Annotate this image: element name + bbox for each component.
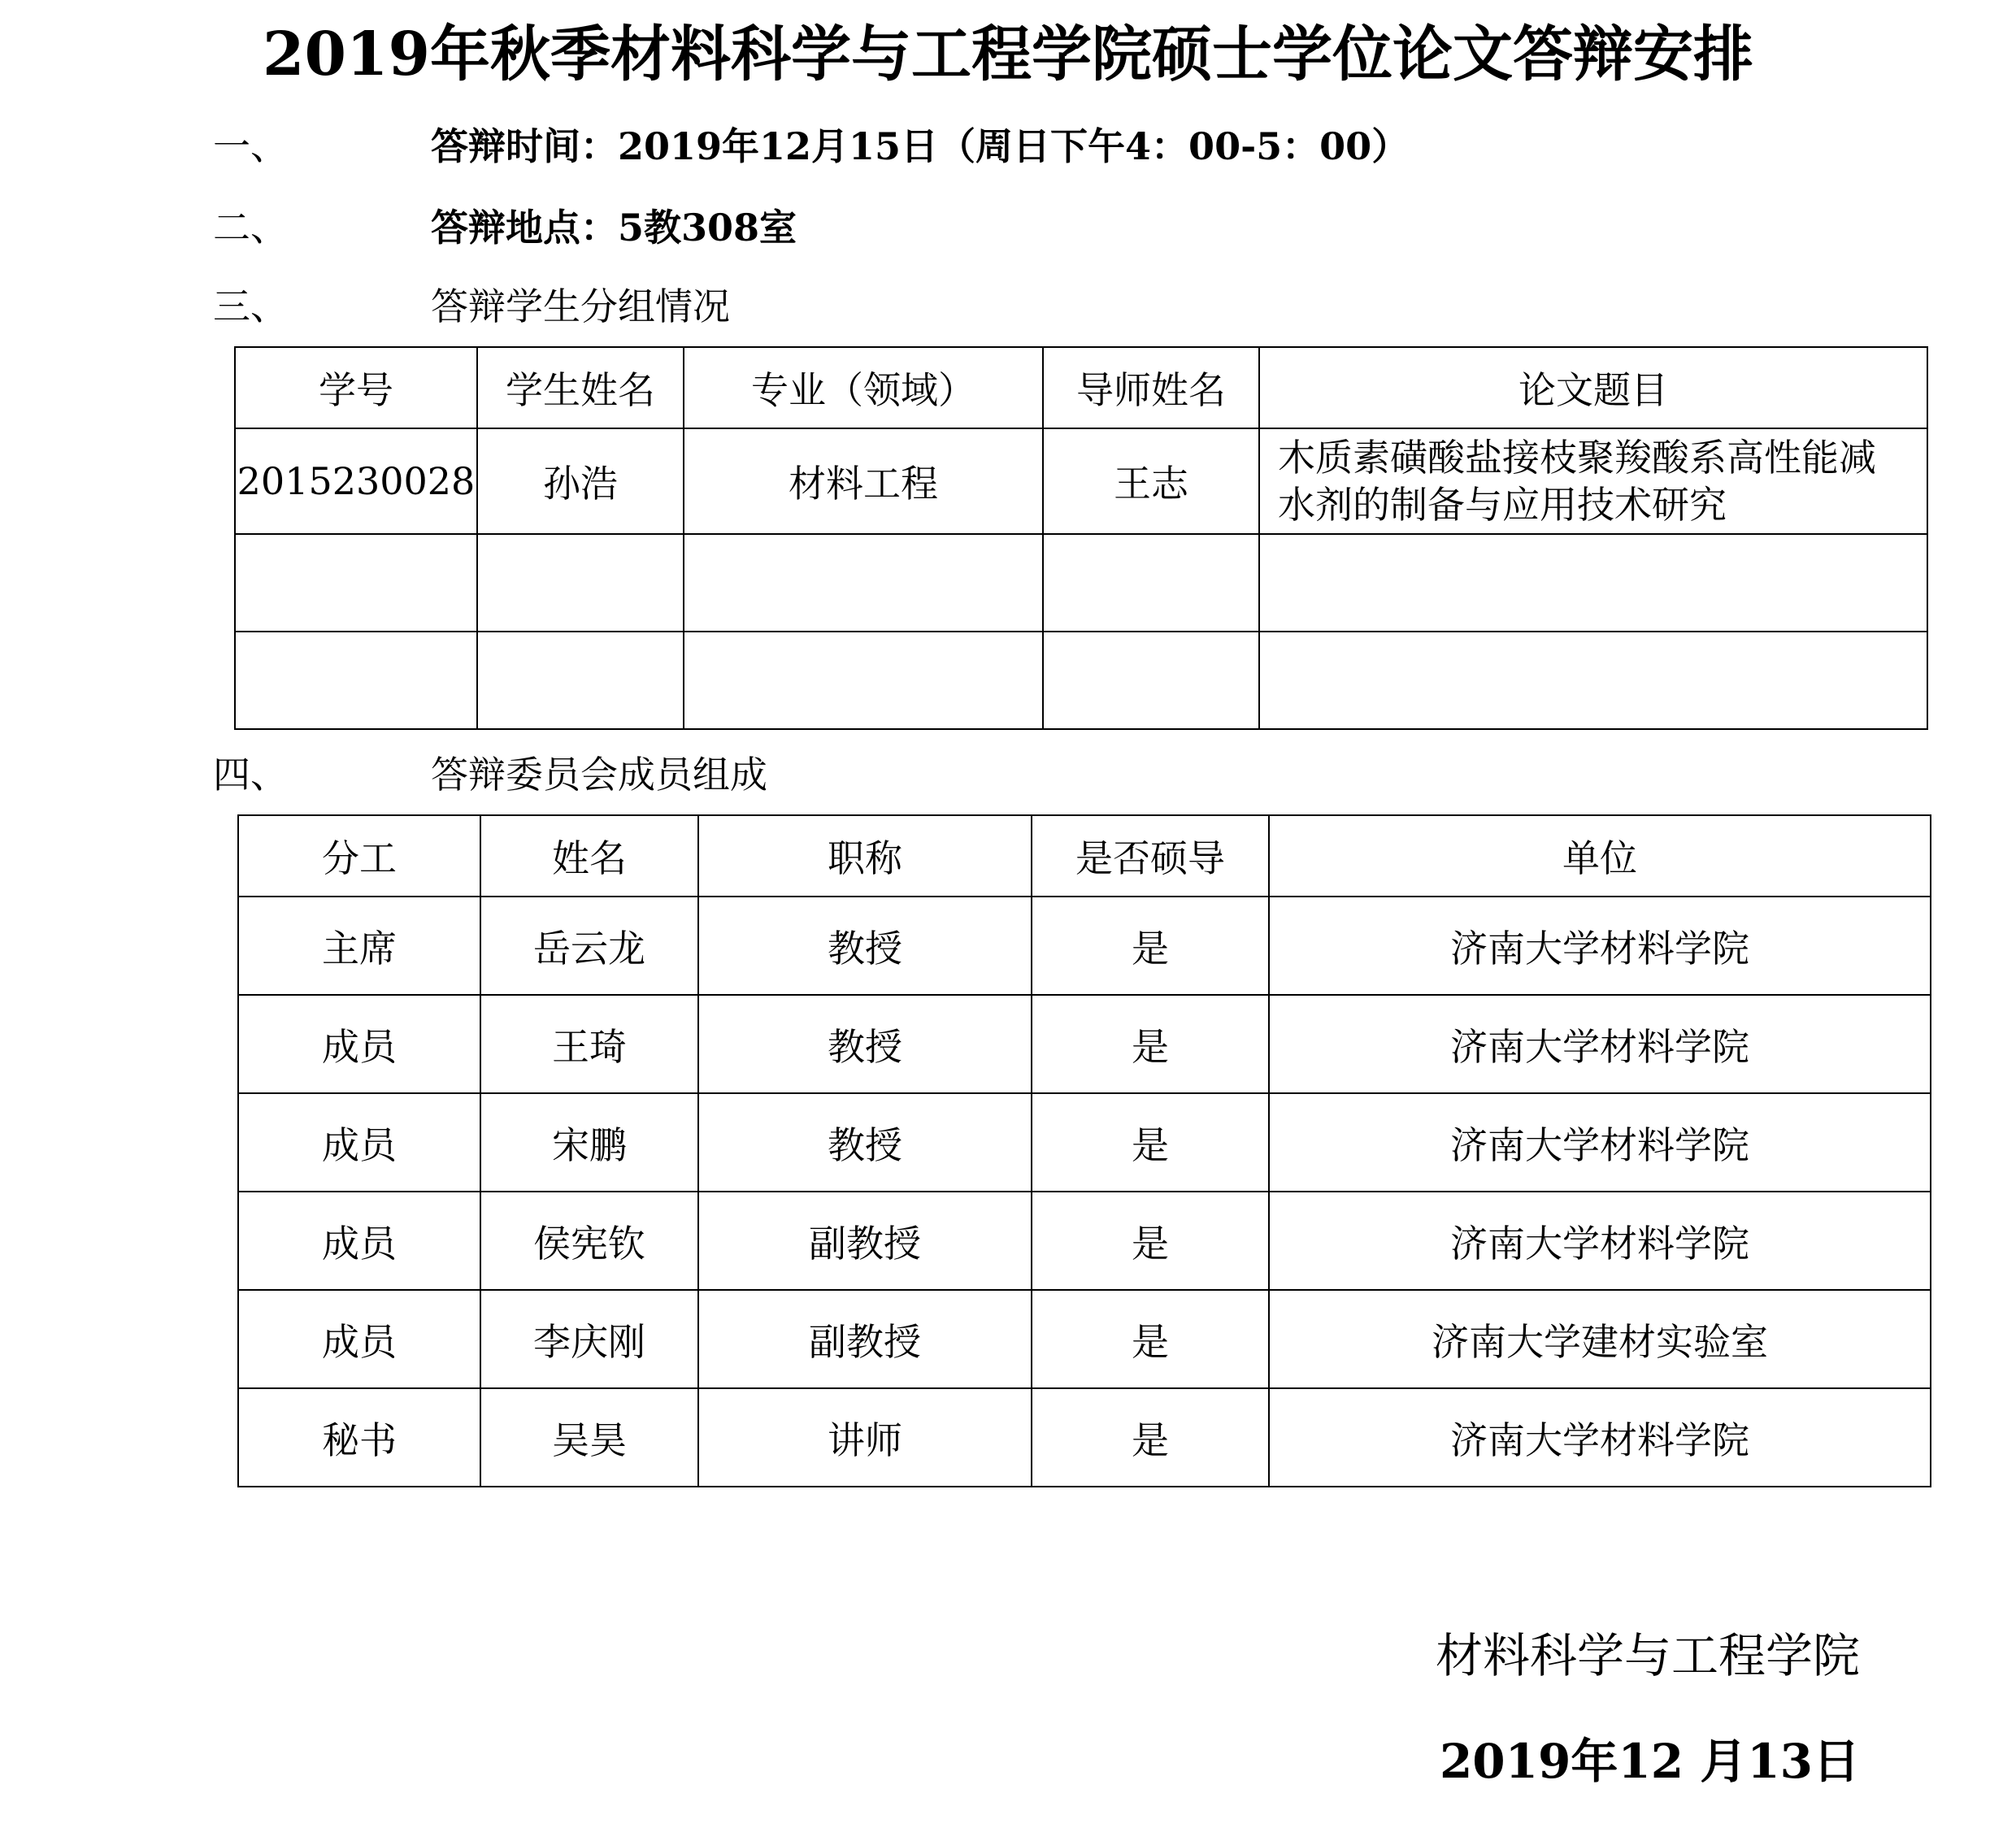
table-row: [235, 534, 1927, 632]
cell-title: 讲师: [698, 1388, 1032, 1487]
cell-name: 侯宪钦: [480, 1192, 698, 1290]
cell-name: 宋鹏: [480, 1093, 698, 1192]
cell-student-id: 2015230028: [235, 428, 477, 534]
section-number: 二、: [213, 206, 288, 250]
cell-role: 秘书: [238, 1388, 480, 1487]
cell-name: 李庆刚: [480, 1290, 698, 1388]
header-title: 职称: [698, 815, 1032, 897]
cell-thesis-title: [1259, 632, 1927, 729]
section-defense-time: [213, 122, 1409, 171]
cell-is-supervisor: 是: [1032, 1093, 1269, 1192]
cell-advisor: [1043, 632, 1259, 729]
cell-major: 材料工程: [684, 428, 1043, 534]
cell-title: 教授: [698, 995, 1032, 1093]
cell-advisor: 王志: [1043, 428, 1259, 534]
cell-major: [684, 632, 1043, 729]
cell-title: 教授: [698, 897, 1032, 995]
cell-role: 成员: [238, 1093, 480, 1192]
table-row: [235, 632, 1927, 729]
table-row: [235, 428, 1927, 534]
table-row: [238, 897, 1931, 995]
cell-thesis-title: 木质素磺酸盐接枝聚羧酸系高性能减水剂的制备与应用技术研究: [1259, 428, 1927, 534]
cell-name: 岳云龙: [480, 897, 698, 995]
table-row: [238, 1388, 1931, 1487]
cell-title: 副教授: [698, 1192, 1032, 1290]
section-student-groups: [213, 282, 730, 331]
header-affiliation: 单位: [1269, 815, 1931, 897]
cell-affiliation: 济南大学材料学院: [1269, 1093, 1931, 1192]
section-text: 答辩委员会成员组成: [431, 753, 767, 797]
cell-student-id: [235, 632, 477, 729]
header-name: 姓名: [480, 815, 698, 897]
table-row: [238, 1290, 1931, 1388]
footer-organization: 材料科学与工程学院: [1435, 1628, 1860, 1683]
section-defense-location: [213, 203, 797, 252]
section-number: 四、: [213, 753, 288, 797]
cell-affiliation: 济南大学材料学院: [1269, 1192, 1931, 1290]
cell-major: [684, 534, 1043, 632]
section-text: 答辩时间：2019年12月15日（周日下午4：00-5：00）: [431, 124, 1410, 168]
cell-name: 王琦: [480, 995, 698, 1093]
cell-is-supervisor: 是: [1032, 995, 1269, 1093]
cell-affiliation: 济南大学材料学院: [1269, 1388, 1931, 1487]
header-advisor: 导师姓名: [1043, 347, 1259, 428]
header-student-name: 学生姓名: [477, 347, 684, 428]
cell-student-name: 孙浩: [477, 428, 684, 534]
footer-date: 2019年12 月13日: [1439, 1734, 1860, 1789]
cell-title: 教授: [698, 1093, 1032, 1192]
table-row: [238, 995, 1931, 1093]
student-table: [234, 346, 1928, 730]
cell-student-name: [477, 534, 684, 632]
committee-table: [237, 814, 1931, 1487]
cell-thesis-title: [1259, 534, 1927, 632]
cell-is-supervisor: 是: [1032, 1290, 1269, 1388]
cell-name: 吴昊: [480, 1388, 698, 1487]
table-header-row: [238, 815, 1931, 897]
section-number: 一、: [213, 124, 288, 168]
header-role: 分工: [238, 815, 480, 897]
table-row: [238, 1192, 1931, 1290]
section-text: 答辩地点：5教308室: [431, 206, 797, 250]
section-committee: [213, 750, 767, 799]
section-text: 答辩学生分组情况: [431, 284, 730, 328]
cell-student-id: [235, 534, 477, 632]
header-student-id: 学号: [235, 347, 477, 428]
cell-role: 成员: [238, 1290, 480, 1388]
cell-is-supervisor: 是: [1032, 1388, 1269, 1487]
table-row: [238, 1093, 1931, 1192]
cell-title: 副教授: [698, 1290, 1032, 1388]
cell-affiliation: 济南大学材料学院: [1269, 897, 1931, 995]
cell-role: 成员: [238, 1192, 480, 1290]
cell-affiliation: 济南大学建材实验室: [1269, 1290, 1931, 1388]
table-header-row: [235, 347, 1927, 428]
cell-role: 成员: [238, 995, 480, 1093]
page-title: 2019年秋季材料科学与工程学院硕士学位论文答辩安排: [263, 20, 1753, 89]
cell-affiliation: 济南大学材料学院: [1269, 995, 1931, 1093]
section-number: 三、: [213, 284, 288, 328]
header-thesis-title: 论文题目: [1259, 347, 1927, 428]
cell-is-supervisor: 是: [1032, 897, 1269, 995]
cell-student-name: [477, 632, 684, 729]
header-is-supervisor: 是否硕导: [1032, 815, 1269, 897]
cell-advisor: [1043, 534, 1259, 632]
header-major: 专业（领域）: [684, 347, 1043, 428]
cell-role: 主席: [238, 897, 480, 995]
cell-is-supervisor: 是: [1032, 1192, 1269, 1290]
